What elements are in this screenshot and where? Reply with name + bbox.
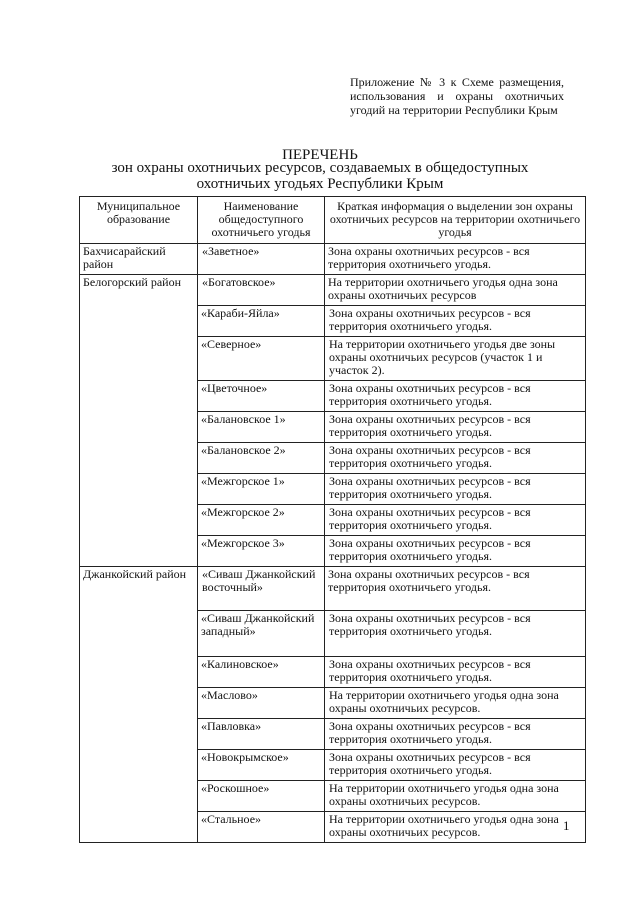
info-cell: Зона охраны охотничьих ресурсов - вся территория охотничьего угодья. <box>325 611 586 657</box>
table-header-row <box>80 197 586 244</box>
appendix-note: Приложение № 3 к Схеме размещения, использования и охраны охотничьих угодий на территории Республики Крым <box>350 75 564 117</box>
municipality-cell: Джанкойский район <box>80 567 198 843</box>
document-title: ПЕРЕЧЕНЬ <box>282 147 358 163</box>
document-subtitle-line-1: зон охраны охотничьих ресурсов, создаваемых в общедоступных <box>111 160 529 176</box>
info-cell: Зона охраны охотничьих ресурсов - вся территория охотничьего угодья. <box>325 505 586 536</box>
table-row <box>80 244 586 275</box>
hunting-ground-cell: «Северное» <box>198 337 325 381</box>
header-hunting-ground: Наименование общедоступного охотничьего угодья <box>198 197 325 244</box>
hunting-ground-cell: «Межгорское 1» <box>198 474 325 505</box>
info-cell: На территории охотничьего угодья две зоны охраны охотничьих ресурсов (участок 1 и участок 2). <box>325 337 586 381</box>
info-cell: Зона охраны охотничьих ресурсов - вся территория охотничьего угодья. <box>325 750 586 781</box>
hunting-ground-cell: «Маслово» <box>198 688 325 719</box>
info-cell: Зона охраны охотничьих ресурсов - вся территория охотничьего угодья. <box>325 567 586 611</box>
hunting-ground-cell: «Богатовское» <box>198 275 325 306</box>
table-row <box>80 567 586 611</box>
info-cell: На территории охотничьего угодья одна зона охраны охотничьих ресурсов. <box>325 688 586 719</box>
hunting-ground-cell: «Караби-Яйла» <box>198 306 325 337</box>
info-cell: Зона охраны охотничьих ресурсов - вся территория охотничьего угодья. <box>325 381 586 412</box>
hunting-ground-cell: «Заветное» <box>198 244 325 275</box>
info-cell: Зона охраны охотничьих ресурсов - вся территория охотничьего угодья. <box>325 719 586 750</box>
hunting-ground-cell: «Новокрымское» <box>198 750 325 781</box>
info-cell: Зона охраны охотничьих ресурсов - вся территория охотничьего угодья. <box>325 657 586 688</box>
hunting-ground-cell: «Балановское 2» <box>198 443 325 474</box>
hunting-ground-cell: «Балановское 1» <box>198 412 325 443</box>
page-number: 1 <box>563 818 570 833</box>
info-cell: Зона охраны охотничьих ресурсов - вся территория охотничьего угодья. <box>325 443 586 474</box>
info-cell: Зона охраны охотничьих ресурсов - вся территория охотничьего угодья. <box>325 306 586 337</box>
hunting-ground-cell: «Стальное» <box>198 812 325 843</box>
hunting-ground-cell: «Межгорское 2» <box>198 505 325 536</box>
info-cell: На территории охотничьего угодья одна зона охраны охотничьих ресурсов <box>325 275 586 306</box>
info-cell: На территории охотничьего угодья одна зона охраны охотничьих ресурсов. <box>325 781 586 812</box>
hunting-ground-cell: «Сиваш Джанкойский западный» <box>198 611 325 657</box>
info-cell: Зона охраны охотничьих ресурсов - вся территория охотничьего угодья. <box>325 244 586 275</box>
info-cell: Зона охраны охотничьих ресурсов - вся территория охотничьего угодья. <box>325 412 586 443</box>
info-cell: Зона охраны охотничьих ресурсов - вся территория охотничьего угодья. <box>325 474 586 505</box>
table-row <box>80 275 586 306</box>
document-subtitle-line-2: охотничьих угодьях Республики Крым <box>196 176 444 192</box>
municipality-cell: Белогорский район <box>80 275 198 567</box>
header-municipality: Муниципальное образование <box>80 197 198 244</box>
info-cell: На территории охотничьего угодья одна зона охраны охотничьих ресурсов. <box>325 812 586 843</box>
municipality-cell: Бахчисарайский район <box>80 244 198 275</box>
header-info: Краткая информация о выделении зон охраны охотничьих ресурсов на территории охотничьего угодья <box>325 197 586 244</box>
hunting-ground-cell: «Цветочное» <box>198 381 325 412</box>
hunting-ground-cell: «Роскошное» <box>198 781 325 812</box>
hunting-ground-cell: «Калиновское» <box>198 657 325 688</box>
hunting-ground-cell: «Межгорское 3» <box>198 536 325 567</box>
hunting-ground-cell: «Сиваш Джанкойский восточный» <box>198 567 325 611</box>
hunting-zones-table <box>79 196 586 843</box>
hunting-ground-cell: «Павловка» <box>198 719 325 750</box>
info-cell: Зона охраны охотничьих ресурсов - вся территория охотничьего угодья. <box>325 536 586 567</box>
